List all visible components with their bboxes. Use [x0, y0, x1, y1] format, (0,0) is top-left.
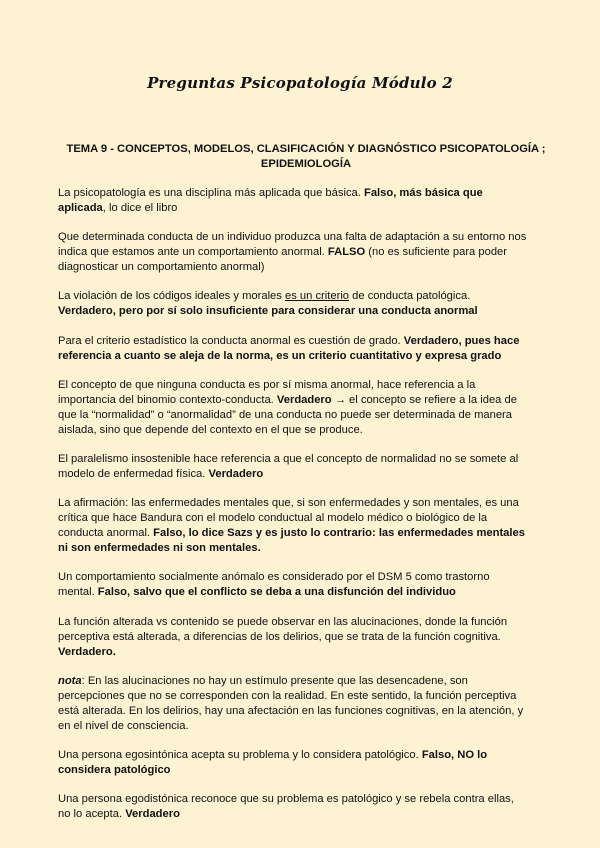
- question-9: [58, 615, 528, 660]
- comment-text: → el concepto se refiere a la idea de que la “normalidad” o “anormalidad” de una conducta no puede ser determinada de manera aislada, sino que depende del contexto en el que se produce.: [58, 393, 517, 436]
- answer-text: Verdadero, pero por sí solo insuficiente para considerar una conducta anormal: [58, 305, 478, 318]
- answer-text: Falso, más básica que aplicada: [58, 187, 483, 214]
- statement-text: Un comportamiento socialmente anómalo es considerado por el DSM 5 como trastorno mental.: [58, 571, 490, 599]
- document-title: Preguntas Psicopatología Módulo 2: [147, 74, 453, 92]
- statement-text: Una persona egosintónica acepta su problema y lo considera patológico.: [58, 748, 422, 761]
- statement-text-cont: de conducta patológica.: [349, 290, 471, 303]
- statement-text: El paralelismo insostenible hace referencia a que el concepto de normalidad no se somete al modelo de enfermedad física.: [58, 452, 519, 480]
- question-11: [58, 792, 528, 822]
- answer-text: Falso, salvo que el conflicto se deba a una disfunción del individuo: [97, 586, 456, 599]
- question-6: [58, 452, 528, 482]
- question-2: [58, 230, 528, 275]
- underlined-text: es un criterio: [284, 290, 350, 303]
- note-text: : En las alucinaciones no hay un estímulo presente que las desencadene, son percepciones que no se corresponden con la realidad. En este sentido, la función perceptiva está alterada. En los delirios, hay una afectación en las funciones cognitivas, en la atención, y en el nivel de consciencia.: [58, 674, 524, 732]
- statement-text: La función alterada vs contenido se puede observar en las alucinaciones, donde la función perceptiva está alterada, a diferencias de los delirios, que se trata de la función cognitiva.: [58, 615, 508, 643]
- statement-text: El concepto de que ninguna conducta es por sí misma anormal, hace referencia a la importancia del binomio contexto-conducta.: [58, 378, 476, 406]
- answer-text: Falso, lo dice Sazs y es justo lo contrario: las enfermedades mentales ni son enfermedades ni son mentales.: [58, 527, 525, 555]
- statement-text: Una persona egodistónica reconoce que su problema es patológico y se rebela contra ellas, no lo acepta.: [58, 793, 514, 821]
- statement-text: La afirmación: las enfermedades mentales que, si son enfermedades y son mentales, es una crítica que hace Bandura con el modelo conductual al modelo médico o biológico de la conducta anormal.: [58, 497, 519, 540]
- question-5: [58, 378, 528, 438]
- statement-text: La violación de los códigos ideales y morales: [58, 290, 285, 303]
- statement-text: La psicopatología es una disciplina más aplicada que básica.: [58, 187, 364, 199]
- comment-text: (no es suficiente para poder diagnosticar un comportamiento anormal): [58, 246, 507, 274]
- answer-text: Falso, NO lo considera patológico: [58, 748, 488, 776]
- question-list: [58, 186, 528, 836]
- answer-text: Verdadero: [276, 393, 332, 406]
- answer-text: FALSO: [327, 246, 366, 259]
- statement-text: Que determinada conducta de un individuo produzca una falta de adaptación a su entorno nos indica que estamos ante un comportamiento anormal.: [58, 231, 527, 259]
- note: [58, 674, 528, 734]
- answer-text: Verdadero, pues hace referencia a cuanto se aleja de la norma, es un criterio cuantitativo y expresa grado: [58, 334, 520, 362]
- section-heading: TEMA 9 - CONCEPTOS, MODELOS, CLASIFICACIÓN Y DIAGNÓSTICO PSICOPATOLOGÍA ; EPIDEMIOLOGÍA: [66, 143, 546, 170]
- note-label: nota: [58, 674, 82, 687]
- question-8: [58, 570, 528, 600]
- answer-text: Verdadero.: [58, 645, 116, 658]
- question-4: [58, 334, 528, 364]
- question-1: [58, 186, 528, 216]
- answer-text: Verdadero: [125, 808, 180, 821]
- comment-text: , lo dice el libro: [102, 202, 178, 214]
- question-10: [58, 748, 528, 778]
- answer-text: Verdadero: [208, 467, 264, 480]
- question-7: [58, 496, 528, 556]
- question-3: [58, 289, 528, 319]
- statement-text: Para el criterio estadístico la conducta anormal es cuestión de grado.: [58, 334, 404, 347]
